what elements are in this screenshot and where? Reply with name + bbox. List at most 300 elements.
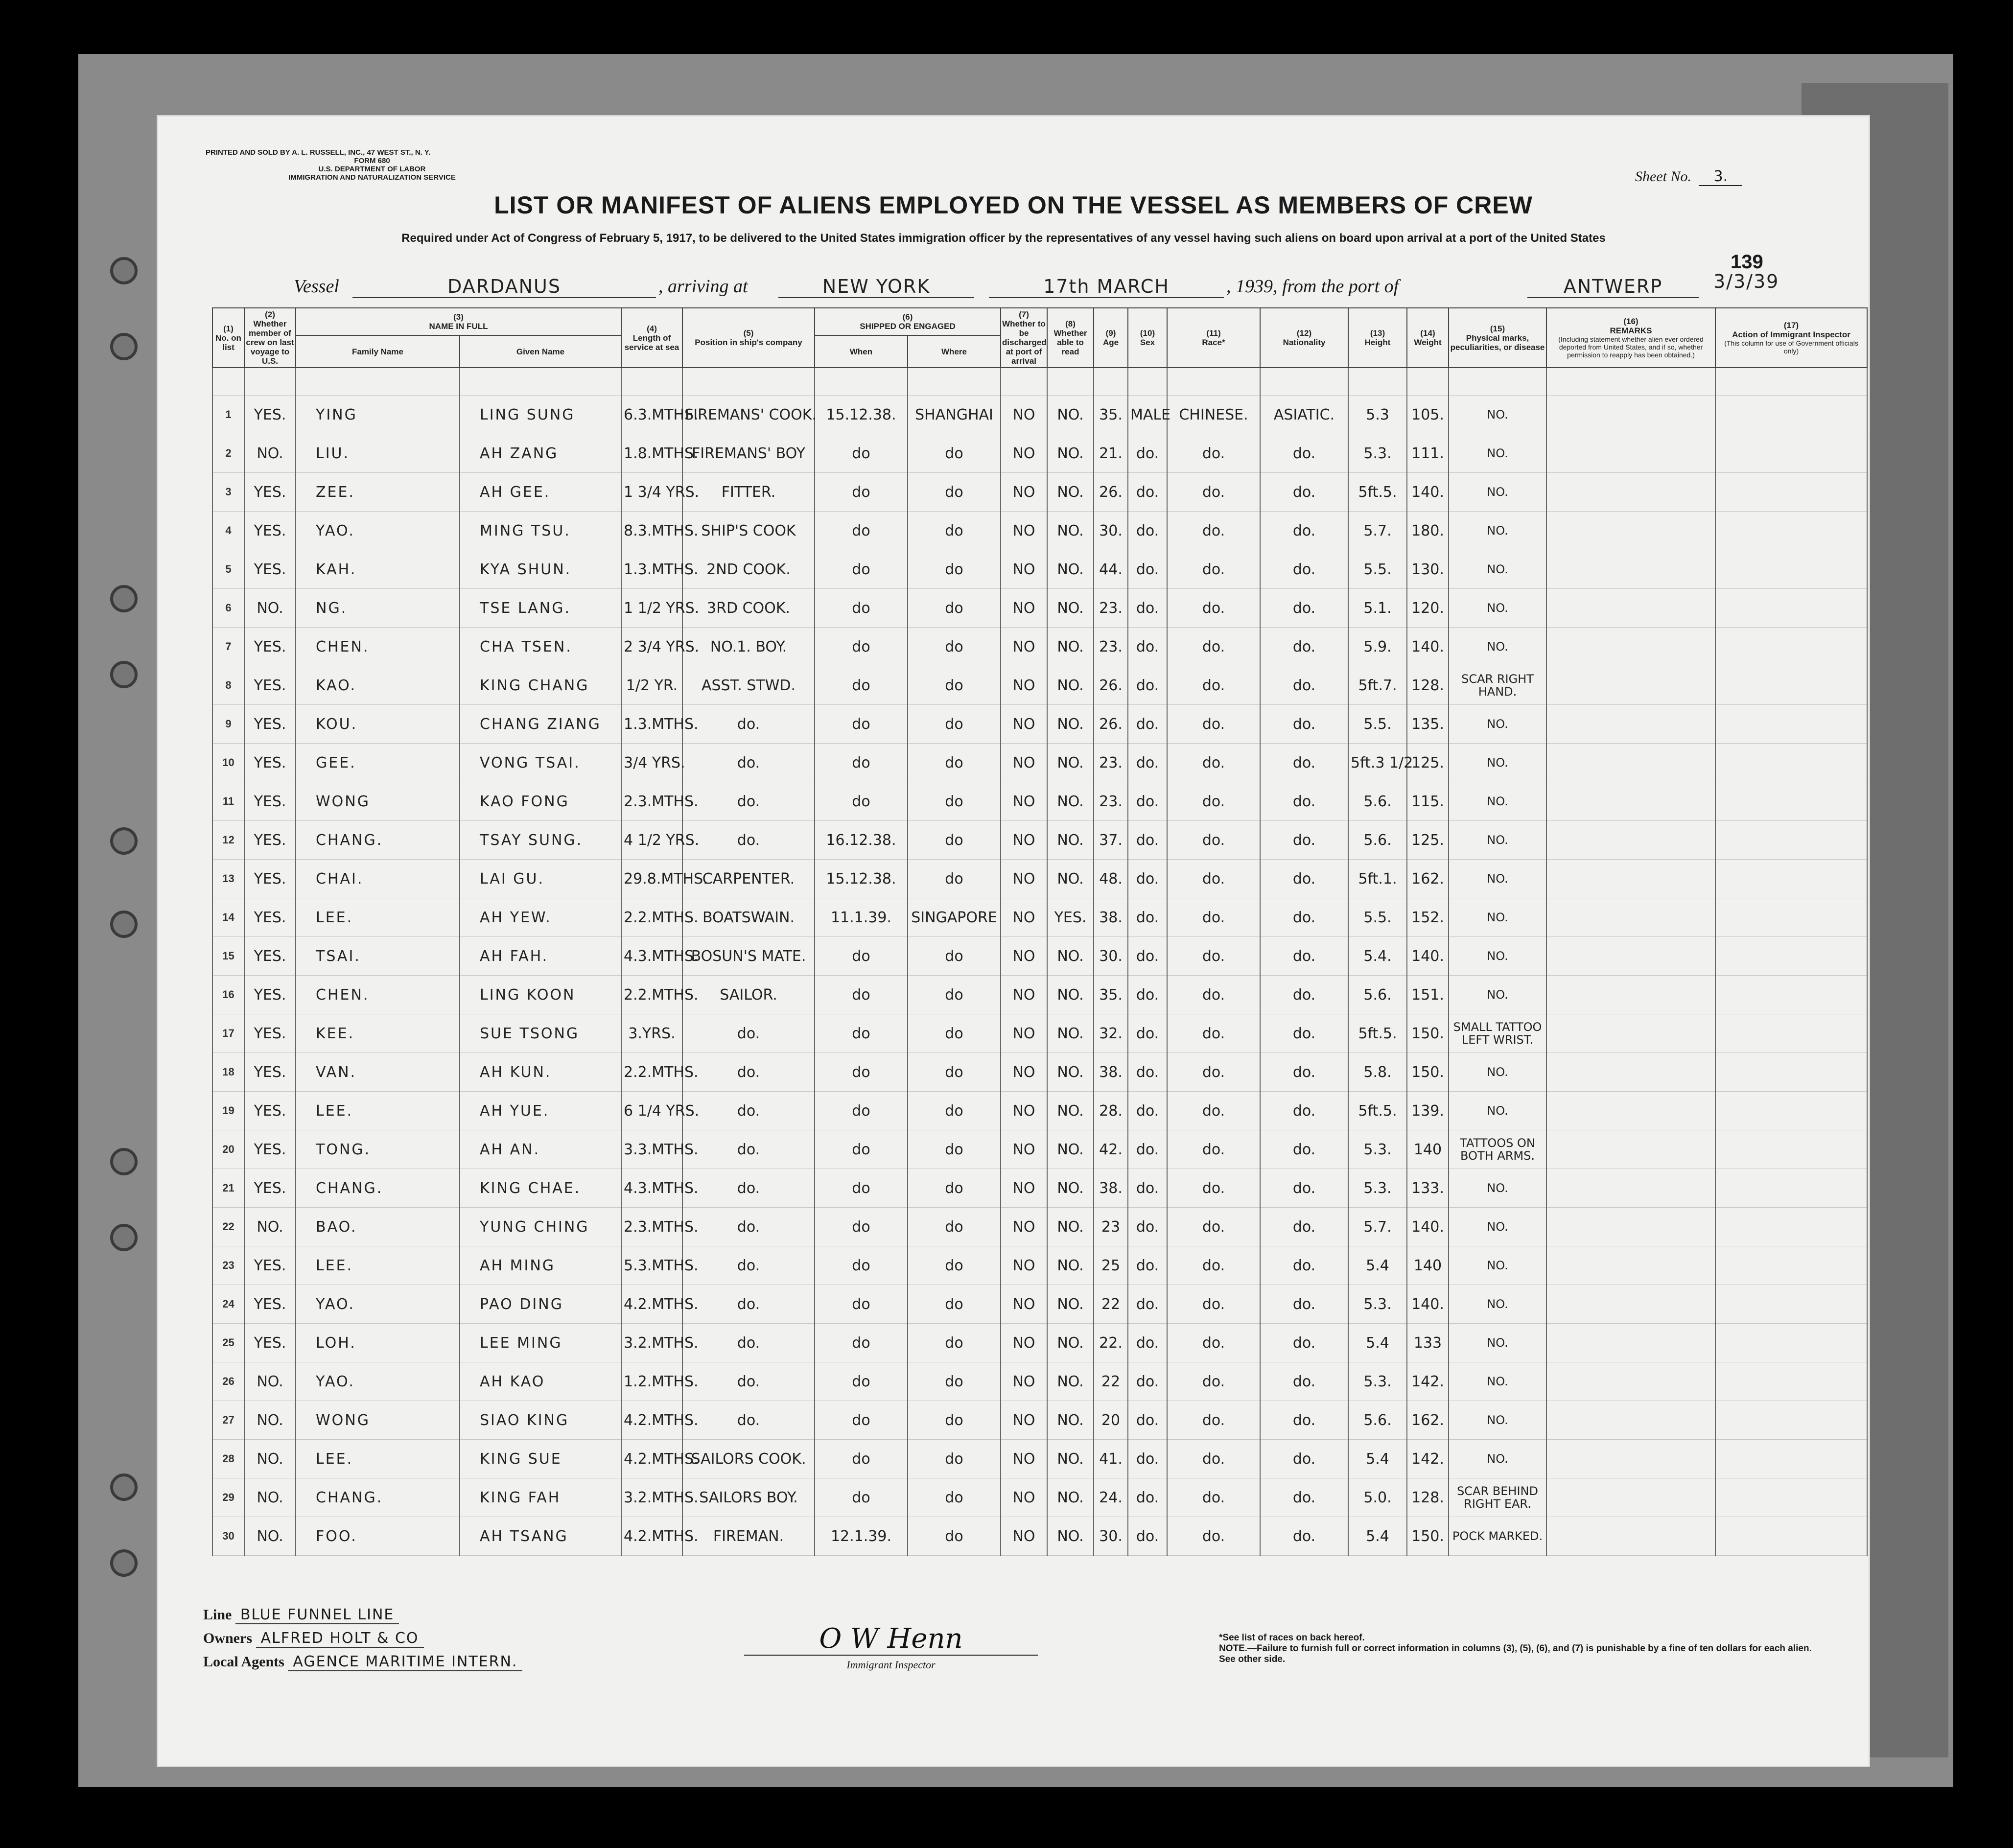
family-name-cell: FOO. (296, 1517, 460, 1556)
shipped-where-cell: do (908, 1092, 1001, 1130)
family-name-cell: CHEN. (296, 628, 460, 666)
row-number-cell: 8 (212, 666, 244, 705)
age-cell: 30. (1094, 1517, 1128, 1556)
shipped-when-cell: do (815, 1130, 908, 1169)
discharged-cell: NO (1001, 821, 1047, 860)
nationality-cell: do. (1260, 821, 1348, 860)
race-cell: do. (1167, 937, 1260, 976)
weight-cell: 150. (1407, 1053, 1449, 1092)
shipped-when-cell: do (815, 1362, 908, 1401)
length-of-service-cell: 4.2.MTHS. (621, 1440, 682, 1478)
able-to-read-cell: NO. (1047, 1130, 1094, 1169)
given-name-cell: LING SUNG (460, 396, 621, 434)
able-to-read-cell: NO. (1047, 1440, 1094, 1478)
nationality-cell: do. (1260, 705, 1348, 744)
inspector-action-cell (1715, 473, 1867, 512)
discharged-cell: NO (1001, 1401, 1047, 1440)
table-row (212, 860, 1867, 898)
race-cell: do. (1167, 1517, 1260, 1556)
remarks-cell (1546, 937, 1715, 976)
page-subtitle: Required under Act of Congress of February 5, 1917, to be delivered to the United States immigration officer by the representatives of any vessel having such aliens on board upon arrival at a port of the United States (401, 232, 1606, 245)
nationality-cell: do. (1260, 1208, 1348, 1246)
discharged-cell: NO (1001, 860, 1047, 898)
nationality-cell: do. (1260, 937, 1348, 976)
punch-hole (110, 585, 138, 612)
physical-marks-cell: NO. (1449, 1053, 1546, 1092)
physical-marks-cell: SCAR RIGHT HAND. (1449, 666, 1546, 705)
given-name-cell: VONG TSAI. (460, 744, 621, 782)
height-cell: 5.6. (1348, 782, 1407, 821)
race-cell: do. (1167, 1440, 1260, 1478)
races-note: *See list of races on back hereof. (1219, 1633, 1365, 1643)
weight-cell: 133 (1407, 1324, 1449, 1362)
race-cell: do. (1167, 1130, 1260, 1169)
shipped-when-cell: 11.1.39. (815, 898, 908, 937)
row-number-cell: 12 (212, 821, 244, 860)
vessel-footer (203, 1603, 522, 1674)
inspector-action-cell (1715, 1208, 1867, 1246)
age-cell: 22 (1094, 1362, 1128, 1401)
given-name-cell: AH GEE. (460, 473, 621, 512)
position-cell: FITTER. (682, 473, 815, 512)
nationality-cell: do. (1260, 1053, 1348, 1092)
inspector-action-cell (1715, 512, 1867, 550)
shipped-when-cell: 15.12.38. (815, 860, 908, 898)
previous-voyage-cell: YES. (244, 396, 296, 434)
punch-hole (110, 1224, 138, 1251)
row-number-cell: 28 (212, 1440, 244, 1478)
shipped-where-cell: do (908, 1478, 1001, 1517)
family-name-cell: YAO. (296, 1285, 460, 1324)
previous-voyage-cell: YES. (244, 1130, 296, 1169)
form-number: FORM 680 (354, 157, 390, 165)
owners-row: Owners ALFRED HOLT & CO (203, 1627, 522, 1650)
physical-marks-cell: NO. (1449, 1440, 1546, 1478)
able-to-read-cell: NO. (1047, 1014, 1094, 1053)
weight-cell: 125. (1407, 744, 1449, 782)
length-of-service-cell: 1 1/2 YRS. (621, 589, 682, 628)
remarks-cell (1546, 976, 1715, 1014)
inspector-action-cell (1715, 937, 1867, 976)
height-cell: 5ft.3 1/2 (1348, 744, 1407, 782)
weight-cell: 140 (1407, 1246, 1449, 1285)
able-to-read-cell: NO. (1047, 1169, 1094, 1208)
able-to-read-cell: NO. (1047, 782, 1094, 821)
length-of-service-cell: 4.2.MTHS. (621, 1401, 682, 1440)
shipped-where-cell: do (908, 1169, 1001, 1208)
family-name-cell: KEE. (296, 1014, 460, 1053)
discharged-cell: NO (1001, 1478, 1047, 1517)
length-of-service-cell: 4.2.MTHS. (621, 1517, 682, 1556)
remarks-cell (1546, 1169, 1715, 1208)
table-row (212, 1478, 1867, 1517)
year-label: , 1939, from the port of (1226, 276, 1399, 297)
table-row (212, 512, 1867, 550)
shipped-when-cell: do (815, 473, 908, 512)
physical-marks-cell: NO. (1449, 705, 1546, 744)
remarks-cell (1546, 782, 1715, 821)
shipped-when-cell: do (815, 1208, 908, 1246)
age-cell: 35. (1094, 976, 1128, 1014)
age-cell: 22. (1094, 1324, 1128, 1362)
family-name-cell: LEE. (296, 1092, 460, 1130)
col-header-physical-marks: (15) Physical marks, peculiarities, or disease (1449, 308, 1546, 368)
given-name-cell: AH YEW. (460, 898, 621, 937)
col-header-nationality: (12) Nationality (1260, 308, 1348, 368)
row-number-cell: 18 (212, 1053, 244, 1092)
given-name-cell: KAO FONG (460, 782, 621, 821)
physical-marks-cell: NO. (1449, 628, 1546, 666)
nationality-cell: do. (1260, 860, 1348, 898)
inspector-action-cell (1715, 976, 1867, 1014)
race-cell: do. (1167, 1285, 1260, 1324)
shipped-where-cell: do (908, 1285, 1001, 1324)
discharged-cell: NO (1001, 1130, 1047, 1169)
shipped-when-cell: do (815, 550, 908, 589)
printer-line: PRINTED AND SOLD BY A. L. RUSSELL, INC., 47 WEST ST., N. Y. (206, 148, 431, 157)
remarks-cell (1546, 705, 1715, 744)
weight-cell: 150. (1407, 1517, 1449, 1556)
table-row (212, 1169, 1867, 1208)
inspector-action-cell (1715, 744, 1867, 782)
race-cell: do. (1167, 434, 1260, 473)
discharged-cell: NO (1001, 782, 1047, 821)
nationality-cell: do. (1260, 1130, 1348, 1169)
previous-voyage-cell: YES. (244, 782, 296, 821)
shipped-when-cell: do (815, 589, 908, 628)
table-row (212, 898, 1867, 937)
vessel-line (294, 271, 1811, 300)
given-name-cell: YUNG CHING (460, 1208, 621, 1246)
shipped-where-cell: do (908, 937, 1001, 976)
family-name-cell: LOH. (296, 1324, 460, 1362)
physical-marks-cell: NO. (1449, 1092, 1546, 1130)
physical-marks-cell: NO. (1449, 898, 1546, 937)
given-name-cell: KING SUE (460, 1440, 621, 1478)
row-number-cell: 30 (212, 1517, 244, 1556)
shipped-where-cell: do (908, 1130, 1001, 1169)
given-name-cell: KING CHAE. (460, 1169, 621, 1208)
previous-voyage-cell: YES. (244, 937, 296, 976)
agents-row: Local Agents AGENCE MARITIME INTERN. (203, 1650, 522, 1674)
sex-cell: do. (1128, 1285, 1167, 1324)
position-cell: do. (682, 705, 815, 744)
length-of-service-cell: 1.3.MTHS. (621, 705, 682, 744)
length-of-service-cell: 5.3.MTHS. (621, 1246, 682, 1285)
given-name-cell: KING CHANG (460, 666, 621, 705)
row-number-cell: 7 (212, 628, 244, 666)
row-number-cell: 27 (212, 1401, 244, 1440)
able-to-read-cell: NO. (1047, 1362, 1094, 1401)
weight-cell: 162. (1407, 1401, 1449, 1440)
family-name-cell: CHEN. (296, 976, 460, 1014)
physical-marks-cell: SMALL TATTOO LEFT WRIST. (1449, 1014, 1546, 1053)
height-cell: 5.6. (1348, 976, 1407, 1014)
nationality-cell: do. (1260, 744, 1348, 782)
weight-cell: 140 (1407, 1130, 1449, 1169)
able-to-read-cell: NO. (1047, 1324, 1094, 1362)
family-name-cell: KOU. (296, 705, 460, 744)
inspector-signature (744, 1623, 1038, 1671)
nationality-cell: do. (1260, 1246, 1348, 1285)
col-header-inspector-action: (17) Action of Immigrant Inspector (This column for use of Government officials only) (1715, 308, 1867, 368)
shipped-where-cell: do (908, 512, 1001, 550)
remarks-cell (1546, 1478, 1715, 1517)
length-of-service-cell: 6 1/4 YRS. (621, 1092, 682, 1130)
able-to-read-cell: NO. (1047, 1401, 1094, 1440)
given-name-cell: AH FAH. (460, 937, 621, 976)
table-row (212, 473, 1867, 512)
sex-cell: MALE (1128, 396, 1167, 434)
nationality-cell: do. (1260, 1324, 1348, 1362)
race-cell: do. (1167, 860, 1260, 898)
table-row (212, 1053, 1867, 1092)
sex-cell: do. (1128, 1440, 1167, 1478)
table-row (212, 1517, 1867, 1556)
table-row (212, 976, 1867, 1014)
position-cell: FIREMANS' COOK. (682, 396, 815, 434)
position-cell: do. (682, 744, 815, 782)
shipped-where-cell: do (908, 1401, 1001, 1440)
row-number-cell: 20 (212, 1130, 244, 1169)
remarks-cell (1546, 1246, 1715, 1285)
discharged-cell: NO (1001, 1440, 1047, 1478)
race-cell: do. (1167, 1478, 1260, 1517)
row-number-cell: 3 (212, 473, 244, 512)
given-name-cell: MING TSU. (460, 512, 621, 550)
nationality-cell: do. (1260, 1362, 1348, 1401)
weight-cell: 142. (1407, 1440, 1449, 1478)
remarks-cell (1546, 1324, 1715, 1362)
table-row (212, 782, 1867, 821)
sex-cell: do. (1128, 1324, 1167, 1362)
inspector-action-cell (1715, 1478, 1867, 1517)
able-to-read-cell: YES. (1047, 898, 1094, 937)
inspector-action-cell (1715, 1014, 1867, 1053)
height-cell: 5.4. (1348, 937, 1407, 976)
length-of-service-cell: 8.3.MTHS. (621, 512, 682, 550)
weight-cell: 125. (1407, 821, 1449, 860)
remarks-cell (1546, 1440, 1715, 1478)
vessel-name: DARDANUS (352, 276, 656, 298)
nationality-cell: do. (1260, 1517, 1348, 1556)
shipped-where-cell: do (908, 1053, 1001, 1092)
sex-cell: do. (1128, 860, 1167, 898)
inspector-action-cell (1715, 1440, 1867, 1478)
table-row (212, 705, 1867, 744)
age-cell: 25 (1094, 1246, 1128, 1285)
physical-marks-cell: NO. (1449, 1169, 1546, 1208)
physical-marks-cell: NO. (1449, 396, 1546, 434)
shipped-when-cell: do (815, 434, 908, 473)
given-name-cell: AH KAO (460, 1362, 621, 1401)
row-number-cell: 6 (212, 589, 244, 628)
row-number-cell: 5 (212, 550, 244, 589)
height-cell: 5ft.5. (1348, 1014, 1407, 1053)
remarks-cell (1546, 898, 1715, 937)
given-name-cell: PAO DING (460, 1285, 621, 1324)
physical-marks-cell: TATTOOS ON BOTH ARMS. (1449, 1130, 1546, 1169)
height-cell: 5.3. (1348, 1130, 1407, 1169)
previous-voyage-cell: YES. (244, 976, 296, 1014)
age-cell: 28. (1094, 1092, 1128, 1130)
length-of-service-cell: 3.YRS. (621, 1014, 682, 1053)
department-line: U.S. DEPARTMENT OF LABOR (318, 165, 426, 173)
length-of-service-cell: 3.2.MTHS. (621, 1478, 682, 1517)
shipped-when-cell: do (815, 937, 908, 976)
shipped-where-cell: do (908, 1324, 1001, 1362)
weight-cell: 128. (1407, 666, 1449, 705)
col-header-remarks: (16) REMARKS (Including statement whether alien ever ordered deported from United States, and if so, whether permission to reapply has been obtained.) (1546, 308, 1715, 368)
previous-voyage-cell: YES. (244, 628, 296, 666)
sex-cell: do. (1128, 1362, 1167, 1401)
crew-rows (212, 368, 1867, 1556)
inspector-action-cell (1715, 860, 1867, 898)
family-name-cell: WONG (296, 782, 460, 821)
able-to-read-cell: NO. (1047, 473, 1094, 512)
weight-cell: 140. (1407, 1208, 1449, 1246)
punch-hole (110, 1549, 138, 1577)
nationality-cell: do. (1260, 898, 1348, 937)
previous-voyage-cell: YES. (244, 744, 296, 782)
previous-voyage-cell: YES. (244, 1014, 296, 1053)
age-cell: 35. (1094, 396, 1128, 434)
col-header-family-name: Family Name (296, 335, 460, 368)
age-cell: 32. (1094, 1014, 1128, 1053)
able-to-read-cell: NO. (1047, 512, 1094, 550)
physical-marks-cell: NO. (1449, 512, 1546, 550)
remarks-cell (1546, 744, 1715, 782)
discharged-cell: NO (1001, 1246, 1047, 1285)
height-cell: 5ft.7. (1348, 666, 1407, 705)
given-name-cell: TSE LANG. (460, 589, 621, 628)
weight-cell: 130. (1407, 550, 1449, 589)
weight-cell: 115. (1407, 782, 1449, 821)
sex-cell: do. (1128, 550, 1167, 589)
length-of-service-cell: 4.3.MTHS. (621, 937, 682, 976)
discharged-cell: NO (1001, 473, 1047, 512)
previous-voyage-cell: YES. (244, 821, 296, 860)
arriving-label: , arriving at (658, 276, 748, 297)
able-to-read-cell: NO. (1047, 1092, 1094, 1130)
sex-cell: do. (1128, 937, 1167, 976)
weight-cell: 180. (1407, 512, 1449, 550)
page-number: 139 (1731, 251, 1763, 273)
given-name-cell: CHANG ZIANG (460, 705, 621, 744)
family-name-cell: CHANG. (296, 1169, 460, 1208)
inspector-action-cell (1715, 589, 1867, 628)
weight-cell: 152. (1407, 898, 1449, 937)
given-name-cell: AH ZANG (460, 434, 621, 473)
inspector-action-cell (1715, 666, 1867, 705)
nationality-cell: do. (1260, 1014, 1348, 1053)
given-name-cell: SUE TSONG (460, 1014, 621, 1053)
race-cell: do. (1167, 1401, 1260, 1440)
arrival-date: 17th MARCH (989, 276, 1224, 298)
shipped-when-cell: do (815, 976, 908, 1014)
position-cell: NO.1. BOY. (682, 628, 815, 666)
height-cell: 5.8. (1348, 1053, 1407, 1092)
inspector-action-cell (1715, 1246, 1867, 1285)
remarks-cell (1546, 473, 1715, 512)
shipped-where-cell: do (908, 821, 1001, 860)
row-number-cell: 14 (212, 898, 244, 937)
sex-cell: do. (1128, 1401, 1167, 1440)
height-cell: 5.1. (1348, 589, 1407, 628)
height-cell: 5.5. (1348, 705, 1407, 744)
race-cell: do. (1167, 1092, 1260, 1130)
physical-marks-cell: NO. (1449, 1362, 1546, 1401)
family-name-cell: CHANG. (296, 821, 460, 860)
previous-voyage-cell: YES. (244, 1053, 296, 1092)
shipped-where-cell: do (908, 666, 1001, 705)
shipped-when-cell: do (815, 1092, 908, 1130)
length-of-service-cell: 1.8.MTHS. (621, 434, 682, 473)
length-of-service-cell: 2.2.MTHS. (621, 976, 682, 1014)
sex-cell: do. (1128, 1169, 1167, 1208)
discharged-cell: NO (1001, 898, 1047, 937)
shipped-when-cell: do (815, 1478, 908, 1517)
position-cell: do. (682, 1246, 815, 1285)
family-name-cell: ZEE. (296, 473, 460, 512)
shipped-where-cell: SHANGHAI (908, 396, 1001, 434)
age-cell: 20 (1094, 1401, 1128, 1440)
col-header-service: (4) Length of service at sea (621, 308, 682, 368)
previous-voyage-cell: NO. (244, 589, 296, 628)
position-cell: do. (682, 1130, 815, 1169)
table-row (212, 1014, 1867, 1053)
weight-cell: 162. (1407, 860, 1449, 898)
inspector-action-cell (1715, 550, 1867, 589)
weight-cell: 133. (1407, 1169, 1449, 1208)
physical-marks-cell: NO. (1449, 1401, 1546, 1440)
family-name-cell: TSAI. (296, 937, 460, 976)
shipped-where-cell: do (908, 1440, 1001, 1478)
punch-hole (110, 333, 138, 360)
shipped-where-cell: do (908, 860, 1001, 898)
height-cell: 5.3. (1348, 1169, 1407, 1208)
length-of-service-cell: 3.3.MTHS. (621, 1130, 682, 1169)
race-cell: do. (1167, 705, 1260, 744)
discharged-cell: NO (1001, 1517, 1047, 1556)
penalty-note: NOTE.—Failure to furnish full or correct information in columns (3), (5), (6), and (7) is punishable by a fine of ten dollars for each alien. See other side. (1219, 1643, 1812, 1664)
owners-value: ALFRED HOLT & CO (256, 1630, 424, 1648)
nationality-cell: do. (1260, 512, 1348, 550)
nationality-cell: do. (1260, 782, 1348, 821)
able-to-read-cell: NO. (1047, 1478, 1094, 1517)
sex-cell: do. (1128, 821, 1167, 860)
table-row (212, 396, 1867, 434)
height-cell: 5.3. (1348, 1362, 1407, 1401)
signature: O W Henn (744, 1623, 1038, 1656)
table-row (212, 1208, 1867, 1246)
row-number-cell: 23 (212, 1246, 244, 1285)
age-cell: 38. (1094, 1053, 1128, 1092)
height-cell: 5.9. (1348, 628, 1407, 666)
length-of-service-cell: 1 3/4 YRS. (621, 473, 682, 512)
col-header-sex: (10) Sex (1128, 308, 1167, 368)
length-of-service-cell: 6.3.MTHS. (621, 396, 682, 434)
race-cell: do. (1167, 976, 1260, 1014)
height-cell: 5.5. (1348, 550, 1407, 589)
remarks-cell (1546, 512, 1715, 550)
weight-cell: 140. (1407, 473, 1449, 512)
inspector-action-cell (1715, 1517, 1867, 1556)
remarks-cell (1546, 1517, 1715, 1556)
height-cell: 5.3. (1348, 1285, 1407, 1324)
row-number-cell: 4 (212, 512, 244, 550)
shipped-when-cell: 12.1.39. (815, 1517, 908, 1556)
